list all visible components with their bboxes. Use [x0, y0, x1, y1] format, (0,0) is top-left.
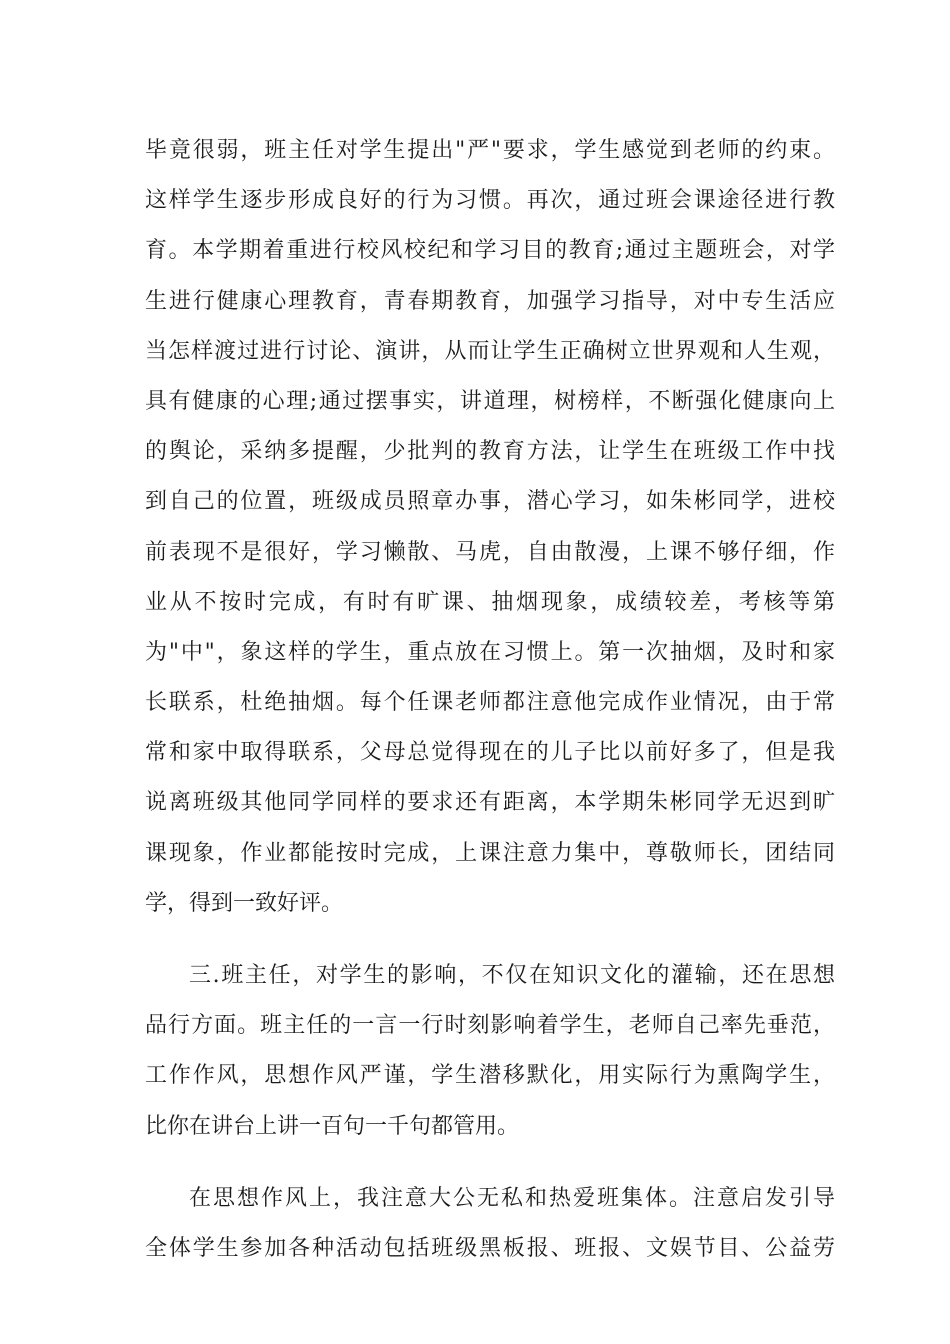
text-line: 当怎样渡过进行讨论、演讲，从而让学生正确树立世界观和人生观， [145, 338, 835, 364]
text-line: 前表现不是很好，学习懒散、马虎，自由散漫，上课不够仔细，作 [145, 539, 835, 565]
text-line: 学，得到一致好评。 [145, 890, 344, 916]
text-line: 育。本学期着重进行校风校纪和学习目的教育;通过主题班会，对学 [145, 238, 835, 264]
paragraph-1 [145, 126, 835, 929]
text-line: 生进行健康心理教育，青春期教育，加强学习指导，对中专生活应 [145, 288, 835, 314]
paragraph-spacer [145, 1152, 835, 1174]
text-line: 说离班级其他同学同样的要求还有距离，本学期朱彬同学无迟到旷 [145, 790, 835, 816]
text-line: 在思想作风上，我注意大公无私和热爱班集体。注意启发引导 [189, 1185, 835, 1211]
paragraph-2 [145, 951, 835, 1152]
text-line: 长联系，杜绝抽烟。每个任课老师都注意他完成作业情况，由于常 [145, 690, 835, 716]
text-line: 常和家中取得联系，父母总觉得现在的儿子比以前好多了，但是我 [145, 740, 835, 766]
text-line: 这样学生逐步形成良好的行为习惯。再次，通过班会课途径进行教 [145, 188, 835, 214]
text-line: 具有健康的心理;通过摆事实，讲道理，树榜样，不断强化健康向上 [145, 388, 835, 414]
text-line: 为"中"，象这样的学生，重点放在习惯上。第一次抽烟，及时和家 [145, 639, 835, 665]
text-line: 到自己的位置，班级成员照章办事，潜心学习，如朱彬同学，进校 [145, 489, 835, 515]
text-line: 比你在讲台上讲一百句一千句都管用。 [145, 1113, 520, 1139]
text-line: 业从不按时完成，有时有旷课、抽烟现象，成绩较差，考核等第 [145, 589, 835, 615]
text-line: 的舆论，采纳多提醒，少批判的教育方法，让学生在班级工作中找 [145, 439, 835, 465]
text-line: 课现象，作业都能按时完成，上课注意力集中，尊敬师长，团结同 [145, 840, 835, 866]
text-line: 品行方面。班主任的一言一行时刻影响着学生，老师自己率先垂范， [145, 1013, 835, 1039]
text-line: 工作作风，思想作风严谨，学生潜移默化，用实际行为熏陶学生， [145, 1063, 835, 1089]
text-line: 全体学生参加各种活动包括班级黑板报、班报、文娱节目、公益劳 [145, 1235, 835, 1261]
paragraph-3 [145, 1174, 835, 1274]
text-line: 毕竟很弱，班主任对学生提出"严"要求，学生感觉到老师的约束。 [145, 138, 835, 163]
document-body [145, 126, 835, 1274]
text-line: 三.班主任，对学生的影响，不仅在知识文化的灌输，还在思想 [189, 963, 835, 988]
paragraph-spacer [145, 929, 835, 951]
